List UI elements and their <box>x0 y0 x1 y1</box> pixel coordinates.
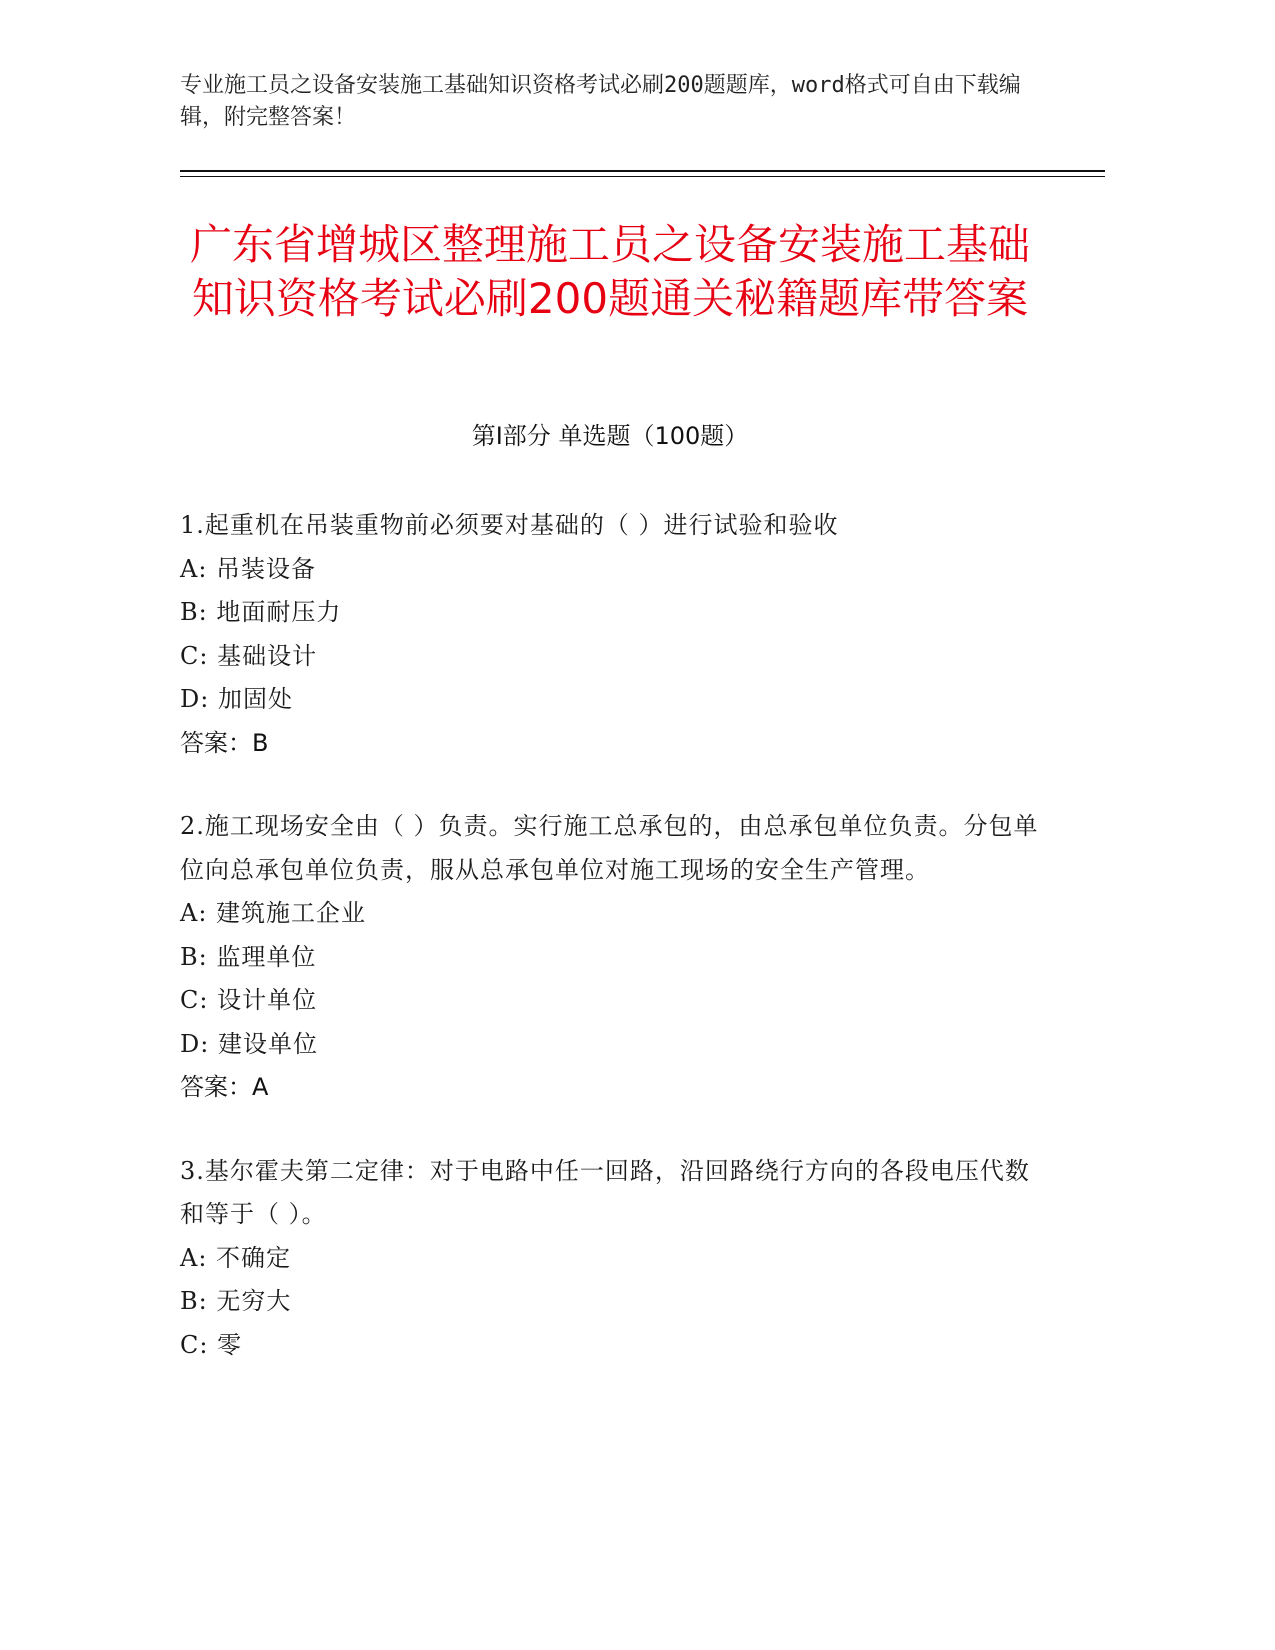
question-stem: 3.基尔霍夫第二定律：对于电路中任一回路，沿回路绕行方向的各段电压代数和等于（ ）。 <box>180 1156 1030 1228</box>
option-c: C: 基础设计 <box>180 641 318 670</box>
section-heading: 第Ⅰ部分 单选题（100题） <box>471 422 749 450</box>
question-1 <box>180 504 1040 765</box>
document-title: 广东省增城区整理施工员之设备安装施工基础知识资格考试必刷200题通关秘籍题库带答案 <box>189 220 1030 323</box>
option-a: A: 不确定 <box>180 1243 292 1272</box>
question-stem: 2.施工现场安全由（ ）负责。实行施工总承包的，由总承包单位负责。分包单位向总承包单位负责，服从总承包单位对施工现场的安全生产管理。 <box>180 812 1039 884</box>
answer: 答案：B <box>180 728 269 757</box>
header-note: 专业施工员之设备安装施工基础知识资格考试必刷200题题库，word格式可自由下载编辑，附完整答案！ <box>180 73 1021 130</box>
option-b: B: 地面耐压力 <box>180 598 342 626</box>
header-divider-thin <box>180 176 1105 177</box>
question-2 <box>180 805 1040 1110</box>
option-c: C: 零 <box>180 1330 243 1359</box>
header-divider-thick <box>180 170 1105 172</box>
option-d: D: 建设单位 <box>180 1029 318 1058</box>
option-a: A: 建筑施工企业 <box>180 899 367 927</box>
answer: 答案：A <box>180 1073 269 1101</box>
option-d: D: 加固处 <box>180 685 293 713</box>
question-stem: 1.起重机在吊装重物前必须要对基础的（ ）进行试验和验收 <box>180 511 839 539</box>
question-3 <box>180 1150 1040 1368</box>
option-b: B: 监理单位 <box>180 942 317 971</box>
question-list <box>180 504 1040 1407</box>
option-b: B: 无穷大 <box>180 1287 292 1315</box>
option-c: C: 设计单位 <box>180 986 318 1014</box>
option-a: A: 吊装设备 <box>180 554 317 583</box>
